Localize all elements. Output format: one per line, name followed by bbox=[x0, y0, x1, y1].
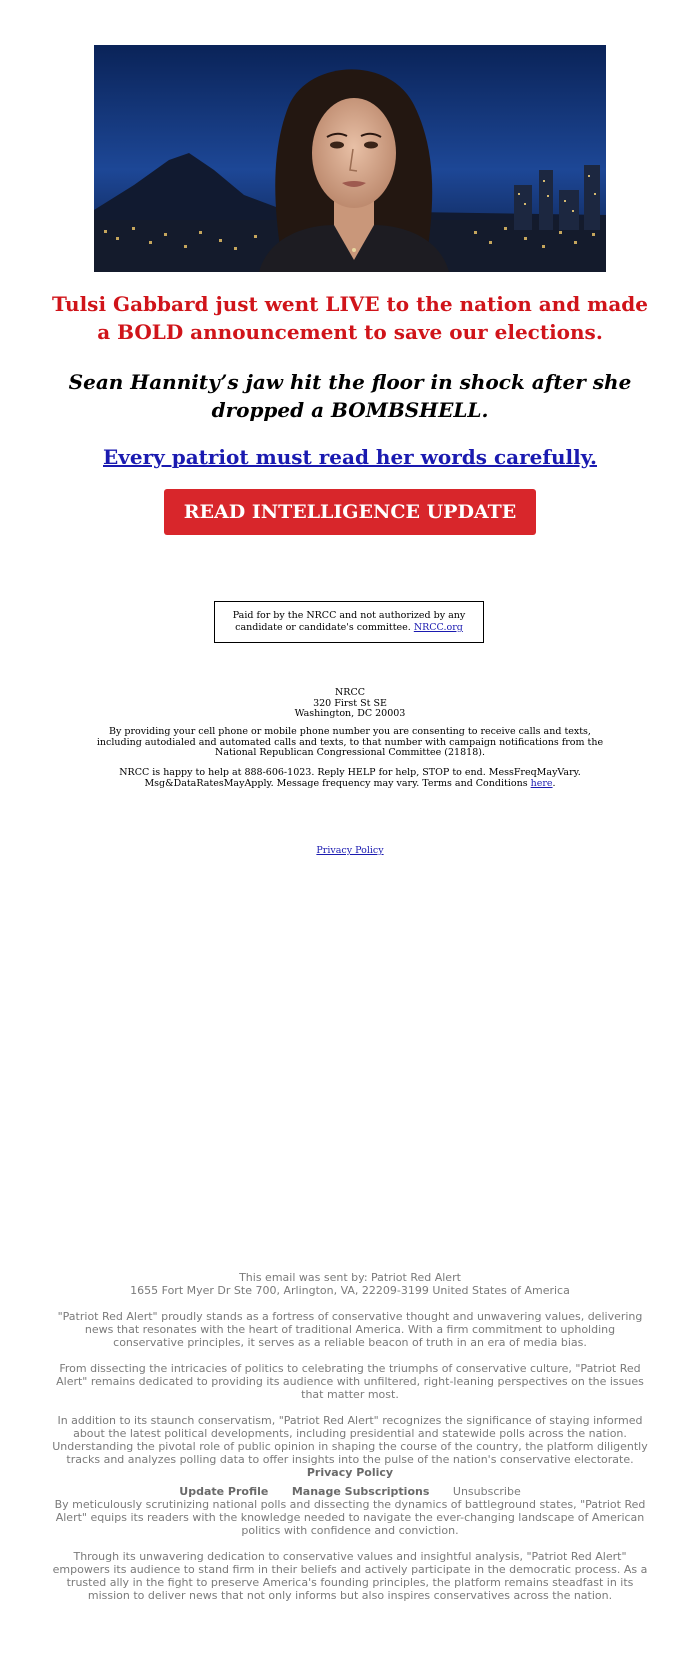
news-anchor-photo bbox=[94, 45, 606, 272]
nrcc-address bbox=[200, 688, 500, 720]
footer-paragraph-4: By meticulously scrutinizing national polls and dissecting the dynamics of battleground states, "Patriot Red Alert" equips its readers with the knowledge needed to navigate the ever-changing landscape of American politics with confidence and conviction. bbox=[54, 1498, 646, 1537]
headline-link-wrapper bbox=[60, 444, 640, 470]
footer-paragraph-1: "Patriot Red Alert" proudly stands as a fortress of conservative thought and unwavering values, delivering news that resonates with the heart of traditional America. With a firm commitment to upholding conservative principles, it serves as a reliable beacon of truth in an era of media bias. bbox=[57, 1310, 643, 1349]
sms-consent-text: By providing your cell phone or mobile phone number you are consenting to receive calls and texts, including autodialed and automated calls and texts, to that number with campaign notifications from the National Republican Congressional Committee (21818). bbox=[96, 726, 604, 758]
headline-italic: Sean Hannity’s jaw hit the floor in shock after she dropped a BOMBSHELL. bbox=[68, 370, 632, 422]
privacy-policy-top bbox=[250, 845, 450, 856]
footer-privacy-policy-link[interactable]: Privacy Policy bbox=[306, 1466, 394, 1479]
sms-help-text bbox=[95, 768, 605, 789]
city-address: Washington, DC 20003 bbox=[294, 708, 406, 719]
footer-paragraph-2: From dissecting the intricacies of politics to celebrating the triumphs of conservative culture, "Patriot Red Alert" remains dedicated to providing its audience with unfiltered, right-leaning perspectives on the issues that matter most. bbox=[56, 1362, 644, 1401]
email-footer bbox=[50, 1271, 650, 1602]
footer-links bbox=[50, 1485, 650, 1498]
help-suffix: . bbox=[552, 777, 556, 789]
help-text: NRCC is happy to help at 888-606-1023. Reply HELP for help, STOP to end. MessFreqMayVary. Msg&DataRatesMayApply. Message frequency may vary. Terms and Conditions bbox=[119, 767, 581, 789]
street-address: 320 First St SE bbox=[313, 697, 387, 709]
manage-subscriptions-link[interactable]: Manage Subscriptions bbox=[291, 1485, 430, 1498]
read-intelligence-update-button[interactable]: READ INTELLIGENCE UPDATE bbox=[164, 489, 536, 535]
footer-paragraph-5: Through its unwavering dedication to conservative values and insightful analysis, "Patriot Red Alert" empowers its audience to stand firm in their beliefs and actively participate in the democratic process. As a trusted ally in the fight to preserve America's founding principles, the platform remains steadfast in its mission to deliver news that not only informs but also inspires conservatives across the nation. bbox=[52, 1550, 648, 1602]
org-name: NRCC bbox=[334, 687, 365, 698]
read-words-link[interactable]: Every patriot must read her words carefully. bbox=[103, 445, 597, 469]
update-profile-link[interactable]: Update Profile bbox=[179, 1485, 269, 1498]
privacy-policy-link[interactable]: Privacy Policy bbox=[316, 845, 384, 856]
nrcc-link[interactable]: NRCC.org bbox=[413, 622, 463, 633]
terms-here-link[interactable]: here bbox=[530, 777, 553, 789]
hero-image[interactable] bbox=[94, 45, 606, 272]
unsubscribe-link[interactable]: Unsubscribe bbox=[452, 1485, 521, 1498]
disclaimer-text: Paid for by the NRCC and not authorized by any candidate or candidate's committee. bbox=[232, 610, 466, 633]
paid-for-disclaimer bbox=[214, 601, 484, 643]
sender-address: 1655 Fort Myer Dr Ste 700, Arlington, VA, 22209-3199 United States of America bbox=[130, 1284, 570, 1297]
headline-red: Tulsi Gabbard just went LIVE to the nation and made a BOLD announcement to save our elections. bbox=[52, 292, 648, 344]
sent-by-line: This email was sent by: Patriot Red Alert bbox=[239, 1271, 461, 1284]
footer-paragraph-3: In addition to its staunch conservatism, "Patriot Red Alert" recognizes the significance of staying informed about the latest political developments, including presidential and statewide polls across the nation. Understanding the pivotal role of public opinion in shaping the course of the country, the platform diligently tracks and analyzes polling data to offer insights into the pulse of the nation's conservative electorate. bbox=[52, 1414, 648, 1466]
